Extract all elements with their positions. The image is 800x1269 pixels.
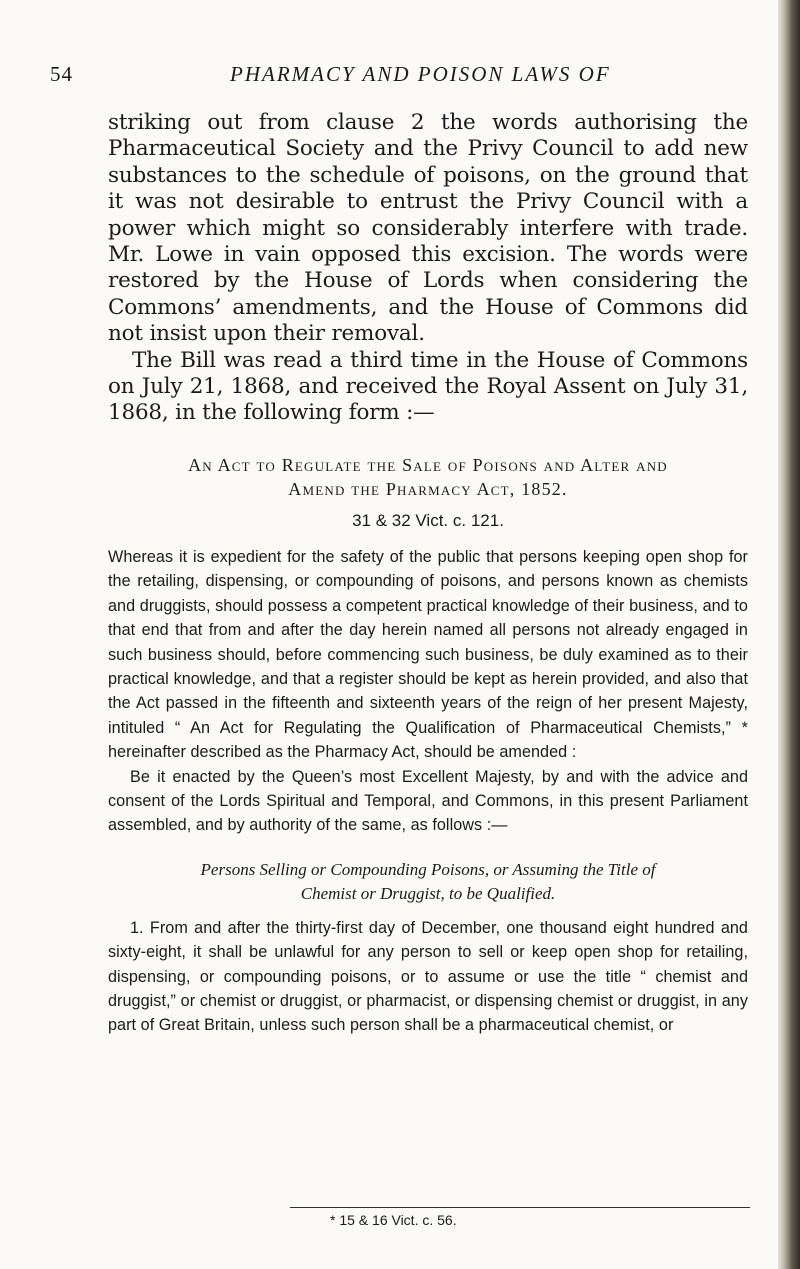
footnote: * 15 & 16 Vict. c. 56. bbox=[330, 1212, 457, 1228]
act-title-line-2: Amend the Pharmacy Act, 1852. bbox=[288, 478, 568, 499]
page-number: 54 bbox=[50, 62, 73, 86]
section-heading-line-2: Chemist or Druggist, to be Qualified. bbox=[300, 883, 556, 903]
footnote-rule bbox=[290, 1207, 750, 1208]
act-title bbox=[108, 453, 748, 501]
act-title-line-1: An Act to Regulate the Sale of Poisons and Alter and bbox=[188, 454, 668, 475]
act-citation: 31 & 32 Vict. c. 121. bbox=[352, 510, 504, 530]
binding-edge bbox=[778, 0, 800, 1269]
preamble-paragraph-2: Be it enacted by the Queen’s most Excellent Majesty, by and with the advice and consent of the Lords Spiritual and Temporal, and Commons, in this present Parliament assembled, and by authority of the same, as follows :— bbox=[108, 767, 748, 835]
running-head bbox=[50, 62, 750, 92]
clause-1: 1. From and after the thirty-first day of December, one thousand eight hundred and sixty-eight, it shall be unlawful for any person to sell or keep open shop for retailing, dispensing, or compounding poisons, or to assume or use the title “ chemist and druggist,” or chemist or druggist, or pharmacist, or dispensing chemist or druggist, in any part of Great Britain, unless such person shall be a pharmaceutical chemist, or bbox=[108, 918, 748, 1035]
body-text bbox=[108, 110, 748, 1038]
intro-paragraph-1: striking out from clause 2 the words authorising the Pharmaceutical Society and the Privy Council to add new substances to the schedule of poisons, on the ground that it was not desirable to entrust the Privy Council with a power which might so considerably interfere with trade. Mr. Lowe in vain opposed this excision. The words were restored by the House of Lords when considering the Commons’ amendments, and the House of Commons did not insist upon their removal. bbox=[108, 110, 748, 347]
intro-paragraph-2: The Bill was read a third time in the House of Commons on July 21, 1868, and received the Royal Assent on July 31, 1868, in the following form :— bbox=[108, 347, 748, 426]
section-heading bbox=[108, 858, 748, 906]
preamble-paragraph-1: Whereas it is expedient for the safety of the public that persons keeping open shop for the retailing, dispensing, or compounding of poisons, and persons known as chemists and druggists, should possess a competent practical knowledge of their business, and to that end that from and after the day herein named all persons not already engaged in such business should, before commencing such business, be duly examined as to their practical knowledge, and that a register should be kept as herein provided, and also that the Act passed in the fifteenth and sixteenth years of the reign of her present Majesty, intituled “ An Act for Regulating the Qualification of Pharmaceutical Chemists,” * hereinafter described as the Pharmacy Act, should be amended : bbox=[108, 547, 748, 762]
section-heading-line-1: Persons Selling or Compounding Poisons, or Assuming the Title of bbox=[200, 859, 656, 879]
running-title: PHARMACY AND POISON LAWS OF bbox=[230, 62, 611, 86]
